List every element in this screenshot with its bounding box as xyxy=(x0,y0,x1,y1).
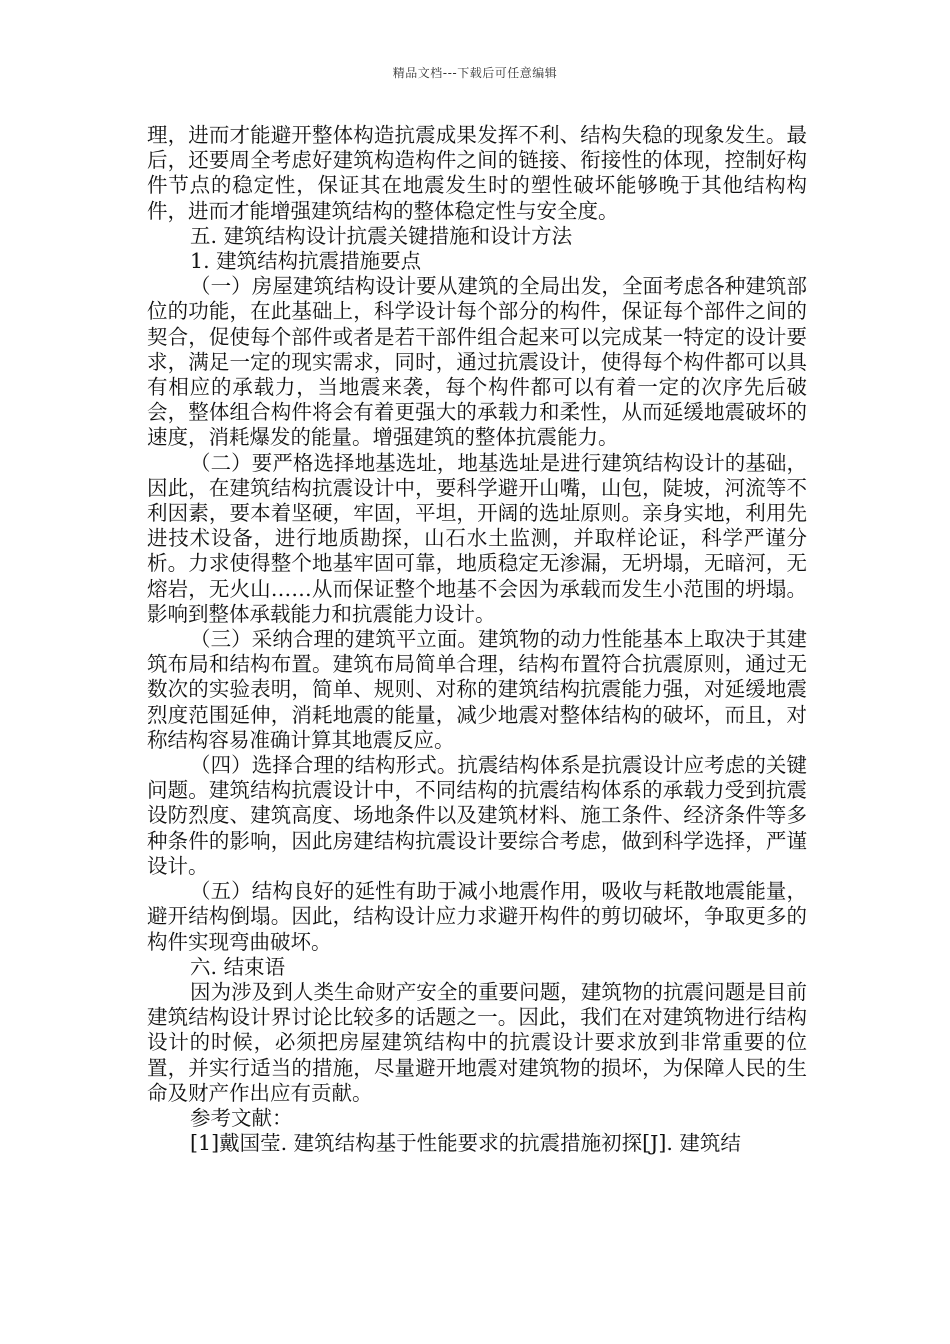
paragraph-item-1: （一）房屋建筑结构设计要从建筑的全局出发，全面考虑各种建筑部位的功能，在此基础上，科学设计每个部分的构件，保证每个部件之间的契合，促使每个部件或者是若干部件组合起来可以完成某一特定的设计要求，满足一定的现实需求，同时，通过抗震设计，使得每个构件都可以具有相应的承载力，当地震来袭，每个构件都可以有着一定的次序先后破会，整体组合构件将会有着更强大的承载力和柔性，从而延缓地震破坏的速度，消耗爆发的能量。增强建筑的整体抗震能力。 xyxy=(147,274,807,450)
page-header: 精品文档---下载后可任意编辑 xyxy=(392,66,558,80)
section-heading-6: 六. 结束语 xyxy=(190,954,286,979)
paragraph-continuation: 理，进而才能避开整体构造抗震成果发挥不利、结构失稳的现象发生。最后，还要周全考虑好建筑构造构件之间的链接、衔接性的体现，控制好构件节点的稳定性，保证其在地震发生时的塑性破坏能够晚于其他结构构件，进而才能增强建筑结构的整体稳定性与安全度。 xyxy=(147,123,807,223)
conclusion-paragraph: 因为涉及到人类生命财产安全的重要问题，建筑物的抗震问题是目前建筑结构设计界讨论比较多的话题之一。因此，我们在对建筑物进行结构设计的时候，必须把房屋建筑结构中的抗震设计要求放到非常重要的位置，并实行适当的措施，尽量避开地震对建筑物的损坏，为保障人民的生命及财产作出应有贡献。 xyxy=(147,979,807,1105)
paragraph-item-5: （五）结构良好的延性有助于减小地震作用，吸收与耗散地震能量，避开结构倒塌。因此，结构设计应力求避开构件的剪切破坏，争取更多的构件实现弯曲破坏。 xyxy=(147,879,807,954)
section-heading-5: 五. 建筑结构设计抗震关键措施和设计方法 xyxy=(190,223,573,248)
paragraph-item-2: （二）要严格选择地基选址，地基选址是进行建筑结构设计的基础，因此，在建筑结构抗震设计中，要科学避开山嘴，山包，陡坡，河流等不利因素，要本着坚硬，牢固，平坦，开阔的选址原则。亲身实地，利用先进技术设备，进行地质勘探，山石水土监测，并取样论证，科学严谨分析。力求使得整个地基牢固可靠，地质稳定无渗漏，无坍塌，无暗河，无熔岩，无火山……从而保证整个地基不会因为承载而发生小范围的坍塌。影响到整体承载能力和抗震能力设计。 xyxy=(147,450,807,626)
references-heading: 参考文献： xyxy=(190,1105,293,1130)
paragraph-item-3: （三）采纳合理的建筑平立面。建筑物的动力性能基本上取决于其建筑布局和结构布置。建筑布局简单合理，结构布置符合抗震原则，通过无数次的实验表明，简单、规则、对称的建筑结构抗震能力强，对延缓地震烈度范围延伸，消耗地震的能量，减少地震对整体结构的破坏，而且，对称结构容易准确计算其地震反应。 xyxy=(147,627,807,752)
subsection-heading-1: 1. 建筑结构抗震措施要点 xyxy=(190,249,422,274)
document-body xyxy=(147,123,807,1156)
paragraph-item-4: （四）选择合理的结构形式。抗震结构体系是抗震设计应考虑的关键问题。建筑结构抗震设计中，不同结构的抗震结构体系的承载力受到抗震设防烈度、建筑高度、场地条件以及建筑材料、施工条件、经济条件等多种条件的影响，因此房建结构抗震设计要综合考虑，做到科学选择，严谨设计。 xyxy=(147,753,807,878)
reference-item-1: [1]戴国莹. 建筑结构基于性能要求的抗震措施初探[J]. 建筑结 xyxy=(190,1131,741,1156)
